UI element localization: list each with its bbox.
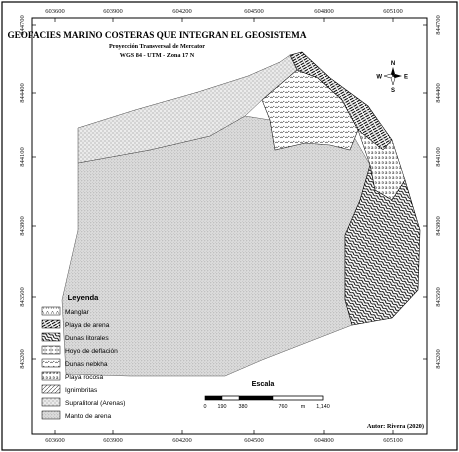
legend-label: Playa rocosa	[65, 374, 104, 381]
legend-item	[42, 385, 98, 394]
legend-item	[42, 372, 103, 381]
x-tick-label: 604500	[244, 437, 264, 444]
legend-item	[42, 333, 109, 342]
map-projection: Proyección Transversal de Mercator	[109, 43, 205, 50]
x-tick-label: 604500	[244, 8, 264, 15]
x-tick-labels-top	[45, 8, 403, 15]
scale-title: Escala	[251, 379, 275, 388]
legend-label: Manglar	[65, 309, 89, 316]
ignimbritas-icon	[42, 385, 60, 393]
x-tick-label: 605100	[383, 437, 403, 444]
north-label: N	[390, 61, 396, 67]
y-tick-label: 843500	[435, 287, 442, 307]
manglar-icon	[42, 307, 60, 315]
x-tick-label: 603900	[103, 8, 123, 15]
legend-label: Dunas litorales	[65, 335, 109, 342]
legend-item	[42, 307, 90, 316]
scale-label: 760	[278, 404, 288, 410]
y-tick-labels-left	[19, 15, 26, 369]
x-tick-label: 604800	[314, 8, 334, 15]
south-label: S	[390, 88, 396, 94]
dunas-litorales-icon	[42, 333, 60, 341]
manto-arena-icon	[42, 411, 60, 419]
x-tick-label: 603600	[45, 8, 65, 15]
legend-item	[42, 346, 118, 355]
east-label: E	[404, 74, 409, 81]
x-tick-label: 603600	[45, 437, 65, 444]
legend-label: Manto de arena	[65, 413, 112, 420]
scale-label: 1,140	[316, 404, 330, 410]
y-tick-label: 844100	[19, 147, 26, 167]
y-tick-label: 844700	[19, 15, 26, 35]
legend-item	[42, 320, 110, 329]
y-tick-label: 844400	[19, 83, 26, 103]
y-tick-label: 843800	[19, 216, 26, 236]
x-tick-label: 605100	[383, 8, 403, 15]
y-tick-label: 843200	[435, 349, 442, 369]
legend-item	[42, 411, 112, 420]
y-tick-label: 843800	[435, 216, 442, 236]
legend-label: Hoyo de deflación	[65, 348, 118, 355]
scale-label: 0	[203, 404, 207, 410]
scale-label: 190	[217, 404, 227, 410]
y-tick-label: 843200	[19, 349, 26, 369]
legend-item	[42, 398, 125, 407]
y-tick-label: 844100	[435, 147, 442, 167]
y-tick-labels-right	[435, 15, 442, 369]
y-tick-label: 844400	[435, 83, 442, 103]
scale-unit: m	[300, 404, 306, 410]
y-tick-label: 844700	[435, 15, 442, 35]
legend-label: Supralitoral (Arenas)	[65, 400, 126, 407]
x-tick-label: 604800	[314, 437, 334, 444]
legend-label: Dunas nebkha	[65, 361, 108, 368]
x-tick-label: 604200	[172, 437, 192, 444]
x-tick-label: 604200	[172, 8, 192, 15]
map-title: GEOFACIES MARINO COSTERAS QUE INTEGRAN EL GEOSISTEMA	[7, 30, 307, 40]
author-credit: Autor: Rivera (2020)	[366, 423, 424, 430]
map-datum: WGS 84 - UTM - Zona 17 N	[119, 52, 195, 59]
dunas-nebkha-icon	[42, 359, 60, 367]
hoyo-deflacion-icon	[42, 346, 60, 354]
legend-title: Leyenda	[67, 293, 99, 302]
legend-label: Playa de arena	[65, 322, 110, 329]
y-tick-label: 843500	[19, 287, 26, 307]
legend-label: Ignimbritas	[65, 387, 98, 394]
supralitoral-icon	[42, 398, 60, 406]
x-tick-label: 603900	[103, 437, 123, 444]
west-label: W	[376, 74, 382, 81]
scale-label: 380	[238, 404, 248, 410]
playa-arena-icon	[42, 320, 60, 328]
playa-rocosa-icon	[42, 372, 60, 380]
legend-item	[42, 359, 108, 368]
x-tick-labels-bottom	[45, 437, 403, 444]
